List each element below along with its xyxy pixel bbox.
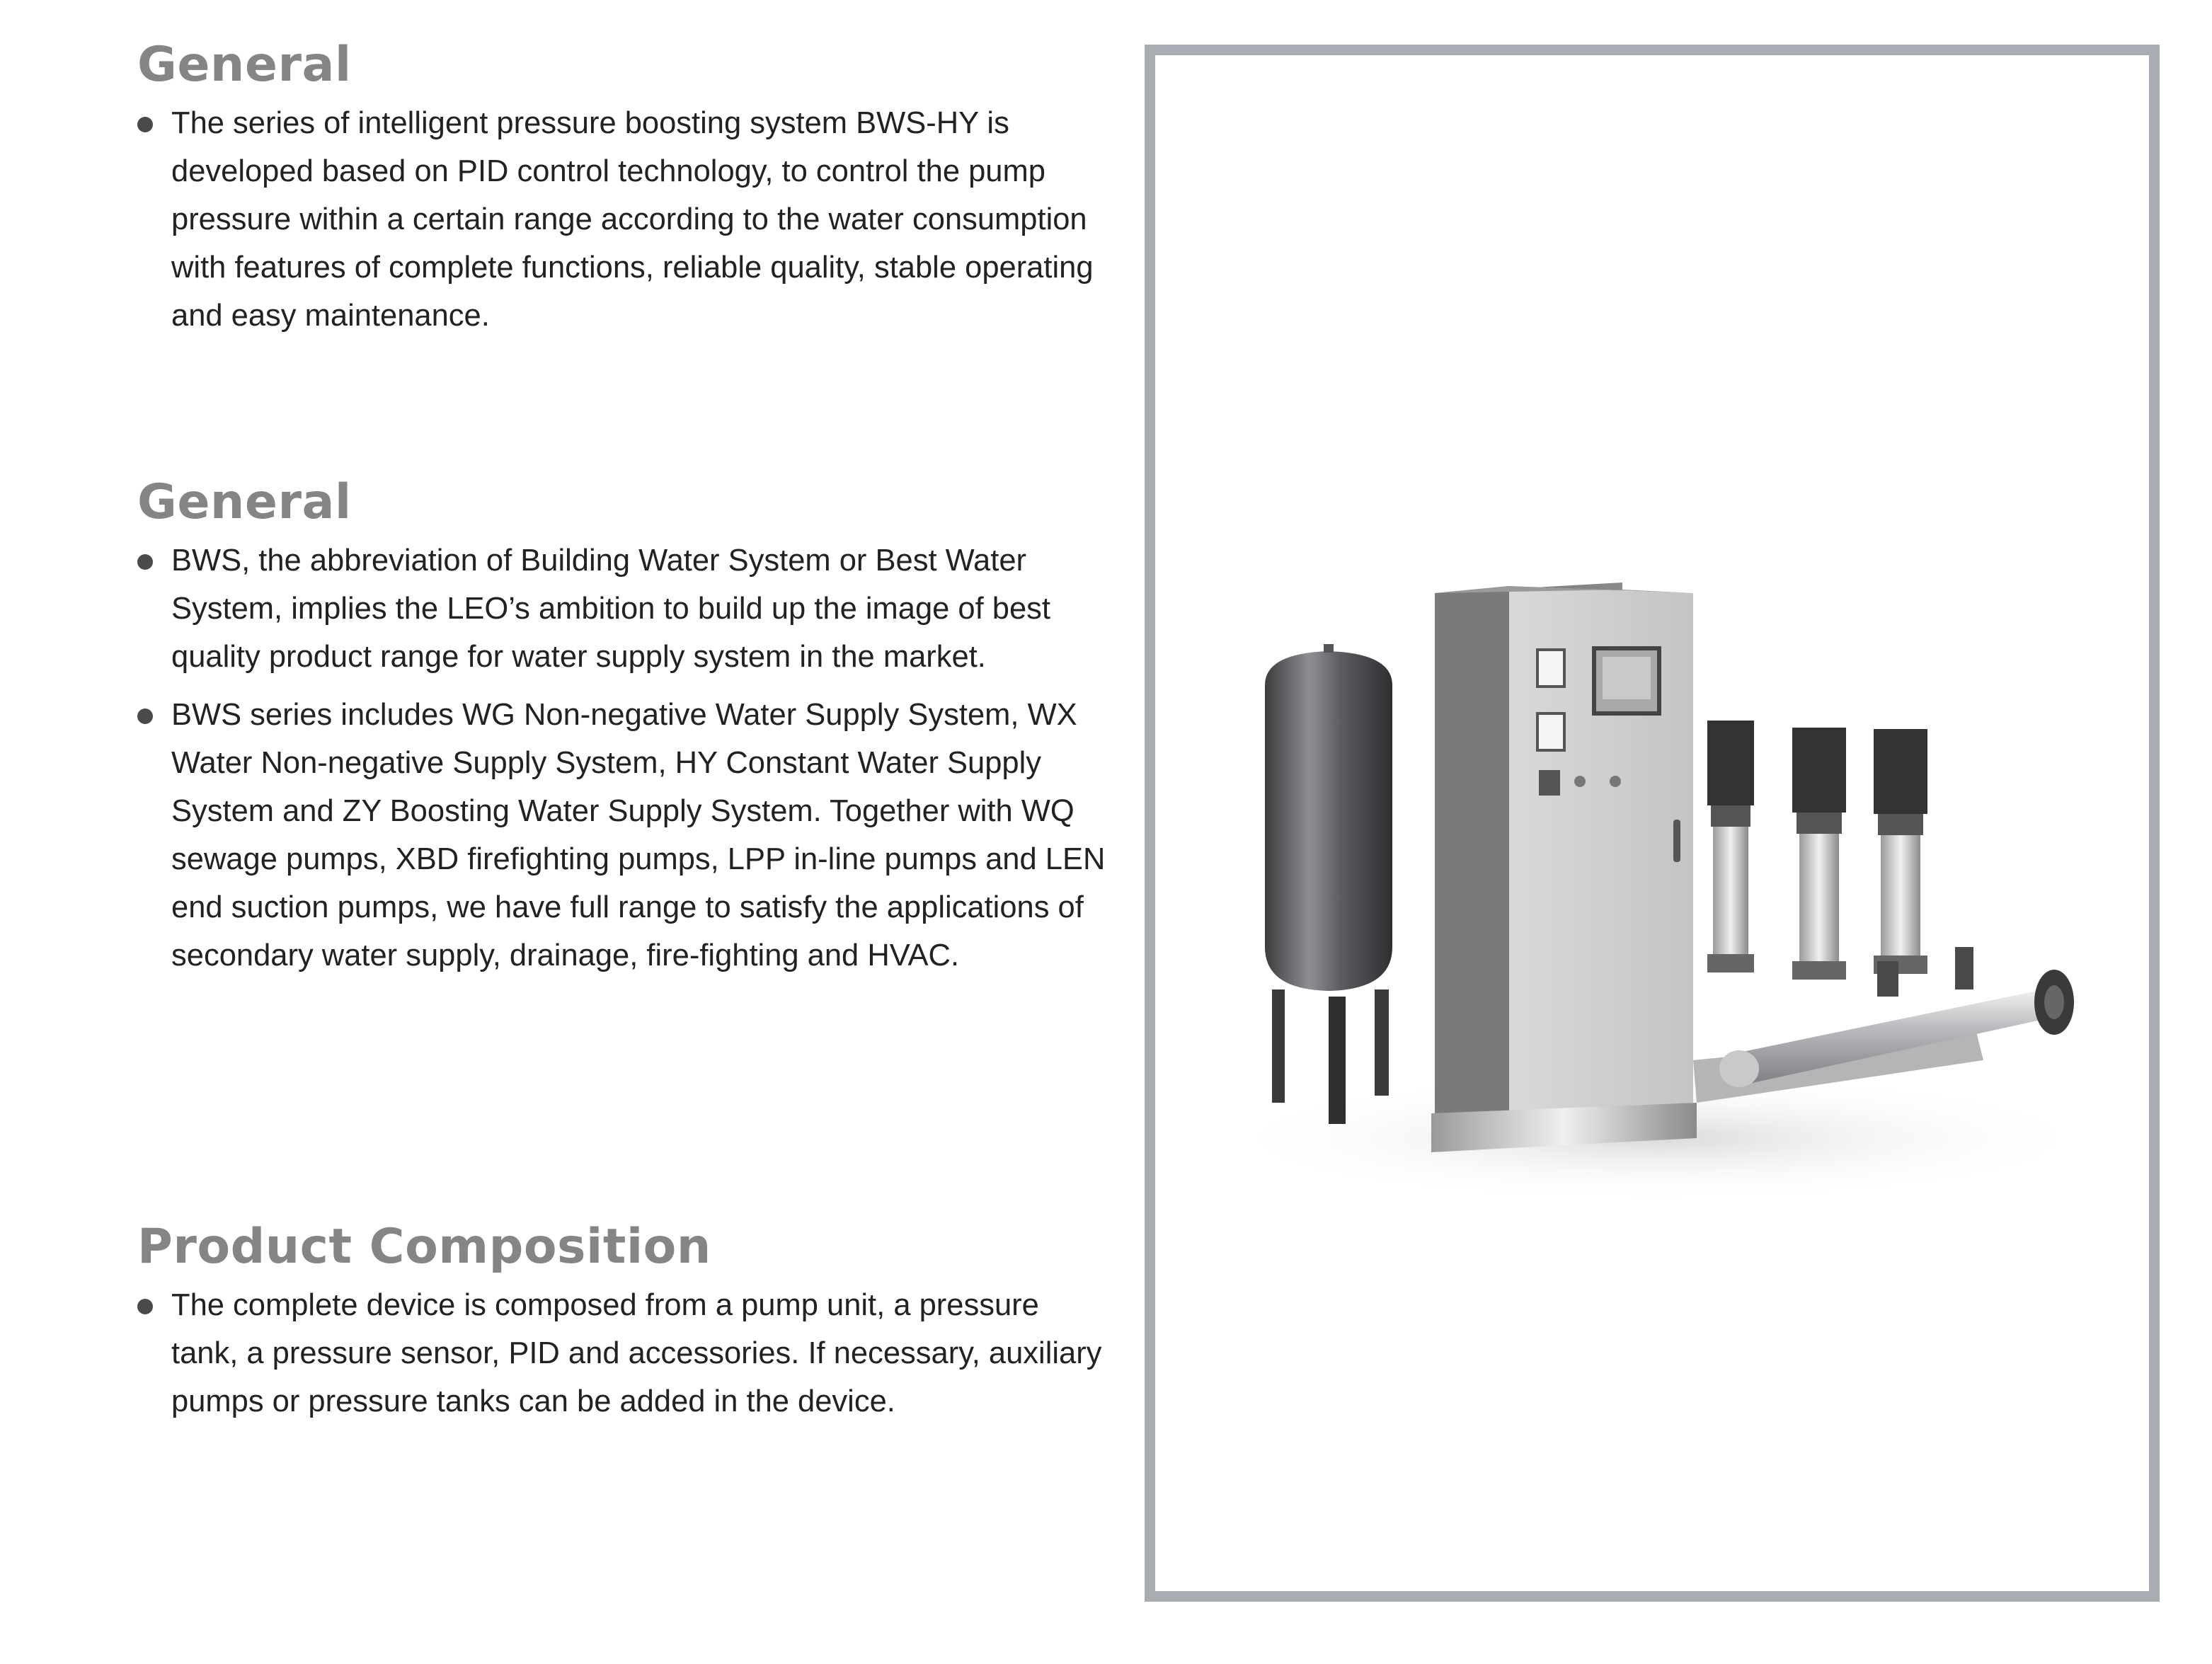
- section-title: Product Composition: [137, 1219, 711, 1275]
- bullet-list: [137, 537, 1114, 980]
- bullet-list: [137, 1281, 1114, 1425]
- section-general-2: [137, 474, 1114, 989]
- list-item: [137, 537, 1084, 681]
- list-item-text: BWS series includes WG Non-negative Water Supply System, WX Water Non-negative Supply System, HY Constant Water Supply System and ZY Boosting Water Supply System. Together with WQ sewage pumps, XBD firefighting pumps, LPP in-line pumps and LEN end suction pumps, we have full range to satisfy the applications of secondary water supply, drainage, fire-fighting and HVAC.: [171, 698, 1106, 972]
- list-item: [137, 99, 1113, 340]
- list-item: [137, 691, 1120, 980]
- section-title: General: [137, 474, 352, 530]
- image-frame: [1145, 45, 2160, 1602]
- pressure-tank: [1265, 644, 1392, 1124]
- list-item-text: BWS, the abbreviation of Building Water System or Best Water System, implies the LEO’s ambition to build up the image of best quality product range for water supply system in the market.: [171, 544, 1051, 674]
- bullet-icon: [137, 1299, 153, 1314]
- section-title: General: [137, 37, 352, 93]
- pump-units: [1707, 721, 1927, 980]
- list-item: [137, 1281, 1106, 1425]
- list-item-text: The series of intelligent pressure boosting system BWS-HY is developed based on PID control technology, to control the pump pressure within a certain range according to the water consumption with features of complete functions, reliable quality, stable operating and easy maintenance.: [171, 106, 1094, 333]
- section-general-1: [137, 37, 1114, 350]
- bullet-icon: [137, 117, 153, 132]
- list-item-text: The complete device is composed from a pump unit, a pressure tank, a pressure sensor, PID and accessories. If necessary, auxiliary pumps or pressure tanks can be added in the device.: [171, 1288, 1102, 1418]
- pressure-boosting-system-illustration: [1198, 565, 2118, 1244]
- bullet-icon: [137, 708, 153, 724]
- bullet-icon: [137, 554, 153, 570]
- section-product-composition: [137, 1219, 1114, 1435]
- bullet-list: [137, 99, 1114, 340]
